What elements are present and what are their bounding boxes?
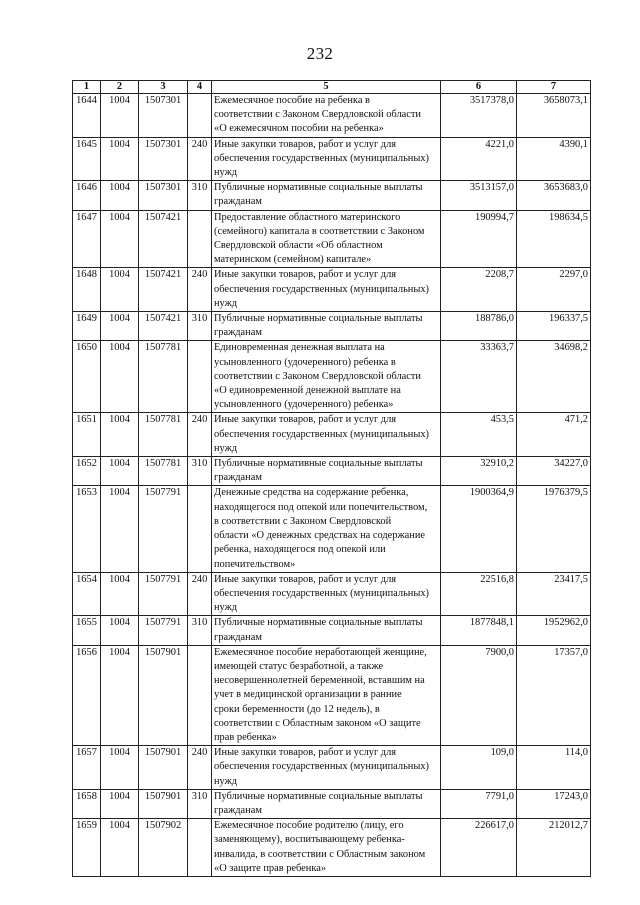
target-article-code: 1507301 [139,137,188,181]
expense-type-code [188,819,212,877]
table-row [73,413,591,457]
table-row [73,268,591,312]
amount-col-6: 7900,0 [441,645,517,745]
section-code: 1004 [101,486,139,572]
table-row [73,312,591,341]
amount-col-6: 3517378,0 [441,94,517,138]
item-name: Публичные нормативные социальные выплаты гражданам [212,789,441,818]
row-number: 1648 [73,268,101,312]
row-number: 1645 [73,137,101,181]
expense-type-code: 310 [188,789,212,818]
expense-type-code [188,210,212,268]
section-code: 1004 [101,789,139,818]
table-row [73,137,591,181]
section-code: 1004 [101,210,139,268]
target-article-code: 1507301 [139,94,188,138]
section-code: 1004 [101,137,139,181]
amount-col-6: 1877848,1 [441,616,517,645]
page-number: 232 [306,44,334,63]
expense-type-code: 310 [188,457,212,486]
amount-col-7: 1976379,5 [517,486,591,572]
item-name: Иные закупки товаров, работ и услуг для обеспечения государственных (муниципальных) нужд [212,413,441,457]
amount-col-6: 3513157,0 [441,181,517,210]
amount-col-7: 17243,0 [517,789,591,818]
target-article-code: 1507421 [139,210,188,268]
header-col-4: 4 [188,81,212,94]
item-name: Публичные нормативные социальные выплаты гражданам [212,181,441,210]
target-article-code: 1507781 [139,457,188,486]
amount-col-7: 34227,0 [517,457,591,486]
target-article-code: 1507781 [139,341,188,413]
section-code: 1004 [101,746,139,790]
amount-col-6: 33363,7 [441,341,517,413]
row-number: 1657 [73,746,101,790]
row-number: 1652 [73,457,101,486]
row-number: 1644 [73,94,101,138]
target-article-code: 1507791 [139,572,188,616]
item-name: Ежемесячное пособие на ребенка в соответствии с Законом Свердловской области «О ежемесячном пособии на ребенка» [212,94,441,138]
target-article-code: 1507301 [139,181,188,210]
header-col-2: 2 [101,81,139,94]
amount-col-7: 196337,5 [517,312,591,341]
header-col-7: 7 [517,81,591,94]
table-row [73,746,591,790]
section-code: 1004 [101,181,139,210]
target-article-code: 1507791 [139,616,188,645]
amount-col-7: 3658073,1 [517,94,591,138]
amount-col-6: 2208,7 [441,268,517,312]
table-row [73,210,591,268]
section-code: 1004 [101,819,139,877]
table-row [73,645,591,745]
amount-col-6: 22516,8 [441,572,517,616]
target-article-code: 1507791 [139,486,188,572]
table-row [73,819,591,877]
section-code: 1004 [101,572,139,616]
amount-col-7: 212012,7 [517,819,591,877]
expense-type-code [188,645,212,745]
amount-col-6: 188786,0 [441,312,517,341]
expense-type-code: 310 [188,312,212,341]
item-name: Публичные нормативные социальные выплаты гражданам [212,312,441,341]
row-number: 1651 [73,413,101,457]
amount-col-7: 198634,5 [517,210,591,268]
amount-col-7: 471,2 [517,413,591,457]
item-name: Денежные средства на содержание ребенка, находящегося под опекой или попечительством, в соответствии с Законом Свердловской области «О денежных средствах на содержание ребенка, находящегося под опекой или попечительством» [212,486,441,572]
section-code: 1004 [101,94,139,138]
row-number: 1649 [73,312,101,341]
table-row [73,486,591,572]
row-number: 1654 [73,572,101,616]
amount-col-7: 1952962,0 [517,616,591,645]
header-col-6: 6 [441,81,517,94]
expense-type-code [188,341,212,413]
section-code: 1004 [101,616,139,645]
row-number: 1650 [73,341,101,413]
amount-col-6: 7791,0 [441,789,517,818]
row-number: 1646 [73,181,101,210]
target-article-code: 1507421 [139,312,188,341]
section-code: 1004 [101,268,139,312]
table-body [73,94,591,877]
expense-type-code: 240 [188,137,212,181]
budget-table [72,80,591,877]
expense-type-code: 310 [188,616,212,645]
expense-type-code: 240 [188,268,212,312]
amount-col-6: 32910,2 [441,457,517,486]
section-code: 1004 [101,457,139,486]
amount-col-7: 4390,1 [517,137,591,181]
table-row [73,341,591,413]
amount-col-7: 2297,0 [517,268,591,312]
row-number: 1655 [73,616,101,645]
amount-col-6: 1900364,9 [441,486,517,572]
expense-type-code: 240 [188,572,212,616]
amount-col-6: 226617,0 [441,819,517,877]
amount-col-7: 114,0 [517,746,591,790]
item-name: Иные закупки товаров, работ и услуг для обеспечения государственных (муниципальных) нужд [212,572,441,616]
target-article-code: 1507781 [139,413,188,457]
amount-col-7: 3653683,0 [517,181,591,210]
target-article-code: 1507901 [139,746,188,790]
amount-col-7: 34698,2 [517,341,591,413]
table-row [73,572,591,616]
item-name: Ежемесячное пособие неработающей женщине, имеющей статус безработной, а также несовершеннолетней беременной, вставшим на учет в медицинской организации в ранние сроки беременности (до 12 недель), в соответствии с Областным законом «О защите прав ребенка» [212,645,441,745]
section-code: 1004 [101,312,139,341]
row-number: 1658 [73,789,101,818]
table-row [73,789,591,818]
header-row [73,81,591,94]
item-name: Иные закупки товаров, работ и услуг для обеспечения государственных (муниципальных) нужд [212,268,441,312]
expense-type-code: 310 [188,181,212,210]
section-code: 1004 [101,413,139,457]
amount-col-6: 190994,7 [441,210,517,268]
row-number: 1656 [73,645,101,745]
row-number: 1653 [73,486,101,572]
amount-col-7: 17357,0 [517,645,591,745]
row-number: 1659 [73,819,101,877]
header-col-3: 3 [139,81,188,94]
target-article-code: 1507901 [139,789,188,818]
section-code: 1004 [101,341,139,413]
item-name: Предоставление областного материнского (семейного) капитала в соответствии с Законом Свердловской области «Об областном материнском (семейном) капитале» [212,210,441,268]
header-col-5: 5 [212,81,441,94]
row-number: 1647 [73,210,101,268]
item-name: Единовременная денежная выплата на усыновленного (удочеренного) ребенка в соответствии с Законом Свердловской области «О единовременной денежной выплате на усыновленного (удочеренного) ребенка» [212,341,441,413]
header-col-1: 1 [73,81,101,94]
expense-type-code: 240 [188,746,212,790]
table-row [73,94,591,138]
expense-type-code: 240 [188,413,212,457]
item-name: Иные закупки товаров, работ и услуг для обеспечения государственных (муниципальных) нужд [212,137,441,181]
amount-col-6: 109,0 [441,746,517,790]
item-name: Ежемесячное пособие родителю (лицу, его заменяющему), воспитывающему ребенка- инвалида, в соответствии с Областным законом «О защите прав ребенка» [212,819,441,877]
amount-col-7: 23417,5 [517,572,591,616]
amount-col-6: 453,5 [441,413,517,457]
target-article-code: 1507901 [139,645,188,745]
amount-col-6: 4221,0 [441,137,517,181]
table-header [73,81,591,94]
table-row [73,457,591,486]
table-row [73,616,591,645]
expense-type-code [188,94,212,138]
item-name: Публичные нормативные социальные выплаты гражданам [212,616,441,645]
target-article-code: 1507421 [139,268,188,312]
item-name: Иные закупки товаров, работ и услуг для обеспечения государственных (муниципальных) нужд [212,746,441,790]
section-code: 1004 [101,645,139,745]
item-name: Публичные нормативные социальные выплаты гражданам [212,457,441,486]
table-row [73,181,591,210]
target-article-code: 1507902 [139,819,188,877]
expense-type-code [188,486,212,572]
